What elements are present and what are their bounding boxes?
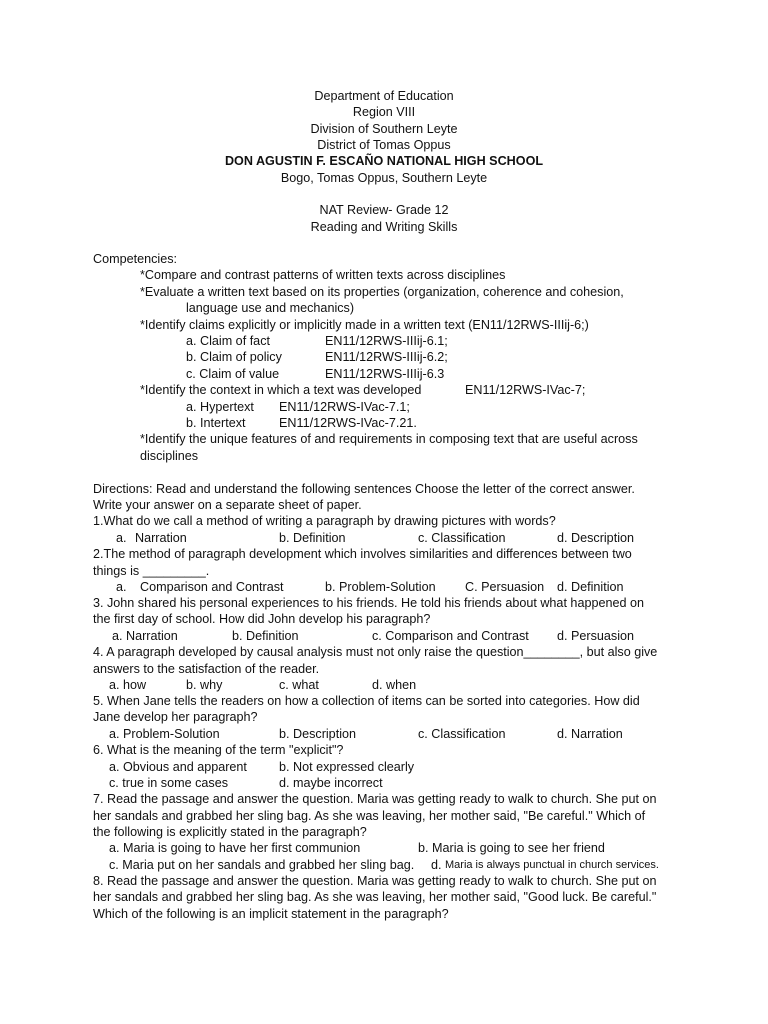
question-stem: her sandals and grabbed her sling bag. As she was leaving, her mother said, "Be careful." Which of — [93, 809, 646, 823]
option-b: b. Not expressed clearly — [279, 760, 415, 774]
question-stem: 5. When Jane tells the readers on how a collection of items can be sorted into categories. How did — [93, 694, 640, 708]
question-stem: 7. Read the passage and answer the question. Maria was getting ready to walk to church. She put on — [93, 792, 657, 806]
competency-item: *Compare and contrast patterns of written texts across disciplines — [140, 268, 506, 282]
claim-code: EN11/12RWS-IIIij-6.1; — [325, 334, 448, 348]
header-region: Region VIII — [352, 105, 416, 119]
claim-label: b. Claim of policy — [186, 350, 282, 364]
subject-title: Reading and Writing Skills — [310, 220, 458, 234]
claim-code: EN11/12RWS-IIIij-6.3 — [325, 367, 445, 381]
option-d: d. Description — [557, 531, 634, 545]
option-c: c. what — [279, 678, 319, 692]
option-d: d. Narration — [557, 727, 623, 741]
question-stem: the following is explicitly stated in the paragraph? — [93, 825, 367, 839]
competencies-heading: Competencies: — [93, 252, 177, 266]
claim-label: a. Claim of fact — [186, 334, 270, 348]
option-c: C. Persuasion — [465, 580, 545, 594]
context-code: EN11/12RWS-IVac-7.21. — [279, 416, 417, 430]
option-a: a. Obvious and apparent — [109, 760, 247, 774]
option-c: c. Classification — [418, 727, 506, 741]
option-a: Narration — [135, 531, 187, 545]
question-stem: things is _________. — [93, 564, 210, 578]
competency-item: *Identify the unique features of and requirements in composing text that are useful across — [140, 432, 638, 446]
option-c: c. Maria put on her sandals and grabbed her sling bag. — [109, 858, 415, 872]
competency-item: *Identify claims explicitly or implicitly made in a written text (EN11/12RWS-IIIij-6;) — [140, 318, 589, 332]
directions-text: Directions: Read and understand the following sentences Choose the letter of the correct answer. — [93, 482, 635, 496]
option-c: c. true in some cases — [109, 776, 228, 790]
option-b: b. why — [186, 678, 223, 692]
option-b: b. Problem-Solution — [325, 580, 436, 594]
option-d: Maria is always punctual in church services. — [445, 859, 659, 871]
exam-title: NAT Review- Grade 12 — [319, 203, 449, 217]
header-division: Division of Southern Leyte — [310, 122, 458, 136]
directions-text: Write your answer on a separate sheet of paper. — [93, 498, 362, 512]
option-a: Comparison and Contrast — [140, 580, 284, 594]
school-address: Bogo, Tomas Oppus, Southern Leyte — [280, 171, 488, 185]
competency-item: *Evaluate a written text based on its properties (organization, coherence and cohesion, — [140, 285, 624, 299]
claim-label: c. Claim of value — [186, 367, 280, 381]
option-marker: d. — [431, 858, 442, 872]
option-a: a. Narration — [112, 629, 178, 643]
question-stem: 1.What do we call a method of writing a paragraph by drawing pictures with words? — [93, 514, 556, 528]
option-a: a. Problem-Solution — [109, 727, 220, 741]
question-stem: 4. A paragraph developed by causal analysis must not only raise the question________, but also give — [93, 645, 658, 659]
competency-item-continued: language use and mechanics) — [186, 301, 355, 315]
school-name: DON AGUSTIN F. ESCAÑO NATIONAL HIGH SCHOOL — [224, 154, 544, 168]
question-stem: Jane develop her paragraph? — [93, 710, 258, 724]
option-marker: a. — [116, 580, 127, 594]
question-stem: the first day of school. How did John develop his paragraph? — [93, 612, 431, 626]
context-code: EN11/12RWS-IVac-7.1; — [279, 400, 410, 414]
competency-item: *Identify the context in which a text was developed — [140, 383, 422, 397]
header-department: Department of Education — [314, 89, 454, 103]
option-b: b. Definition — [232, 629, 299, 643]
option-b: b. Maria is going to see her friend — [418, 841, 605, 855]
context-label: b. Intertext — [186, 416, 246, 430]
question-stem: 3. John shared his personal experiences to his friends. He told his friends about what happened on — [93, 596, 644, 610]
option-a: a. Maria is going to have her first communion — [109, 841, 361, 855]
option-d: d. maybe incorrect — [279, 776, 383, 790]
question-stem: Which of the following is an implicit statement in the paragraph? — [93, 907, 449, 921]
header-district: District of Tomas Oppus — [317, 138, 451, 152]
option-d: d. Definition — [557, 580, 624, 594]
competency-item-continued: disciplines — [140, 449, 199, 463]
option-b: b. Definition — [279, 531, 346, 545]
question-stem: her sandals and grabbed her sling bag. As she was leaving, her mother said, "Good luck. Be careful." — [93, 890, 657, 904]
context-label: a. Hypertext — [186, 400, 254, 414]
option-c: c. Classification — [418, 531, 506, 545]
question-stem: 8. Read the passage and answer the question. Maria was getting ready to walk to church. She put on — [93, 874, 657, 888]
option-d: d. Persuasion — [557, 629, 635, 643]
claim-code: EN11/12RWS-IIIij-6.2; — [325, 350, 448, 364]
option-b: b. Description — [279, 727, 356, 741]
option-marker: a. — [116, 531, 127, 545]
competency-code: EN11/12RWS-IVac-7; — [465, 383, 586, 397]
option-c: c. Comparison and Contrast — [372, 629, 529, 643]
option-a: a. how — [109, 678, 147, 692]
question-stem: 6. What is the meaning of the term "explicit"? — [93, 743, 344, 757]
option-d: d. when — [372, 678, 417, 692]
question-stem: answers to the satisfaction of the reader. — [93, 662, 320, 676]
question-stem: 2.The method of paragraph development which involves similarities and differences between two — [93, 547, 632, 561]
